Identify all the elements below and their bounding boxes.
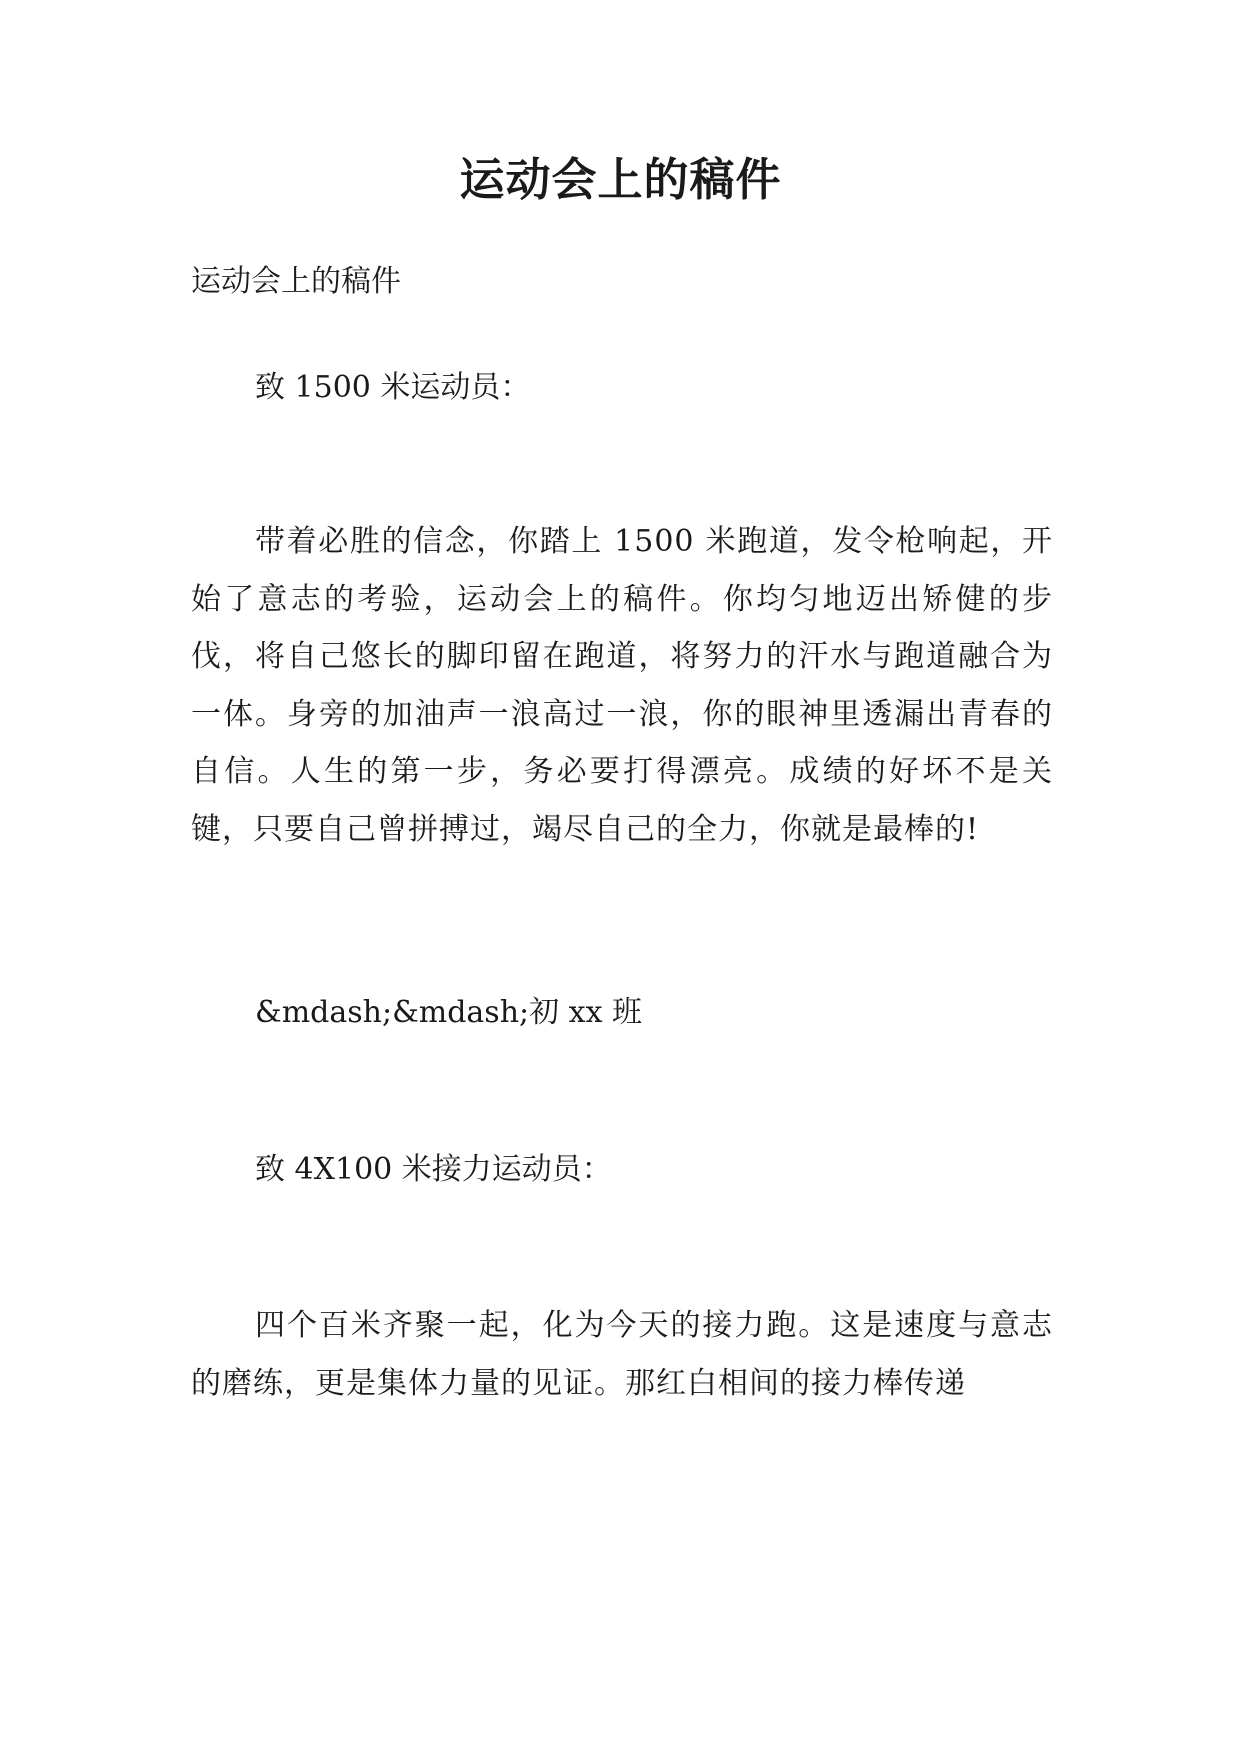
- section1-signature: &mdash;&mdash;初 xx 班: [255, 995, 643, 1030]
- section1-heading: 致 1500 米运动员：: [255, 370, 531, 405]
- section1-body: 带着必胜的信念，你踏上 1500 米跑道，发令枪响起，开始了意志的考验，运动会上的稿件。你均匀地迈出矫健的步伐，将自己悠长的脚印留在跑道，将努力的汗水与跑道融合为一体。身旁的加油声一浪高过一浪，你的眼神里透漏出青春的自信。人生的第一步，务必要打得漂亮。成绩的好坏不是关键，只要自己曾拼搏过，竭尽自己的全力，你就是最棒的!: [191, 524, 1053, 847]
- document-subtitle: 运动会上的稿件: [191, 264, 401, 299]
- section2-heading: 致 4X100 米接力运动员：: [255, 1152, 612, 1187]
- section2-body: 四个百米齐聚一起，化为今天的接力跑。这是速度与意志的磨练，更是集体力量的见证。那红白相间的接力棒传递: [191, 1308, 1053, 1401]
- document-title: 运动会上的稿件: [459, 153, 782, 206]
